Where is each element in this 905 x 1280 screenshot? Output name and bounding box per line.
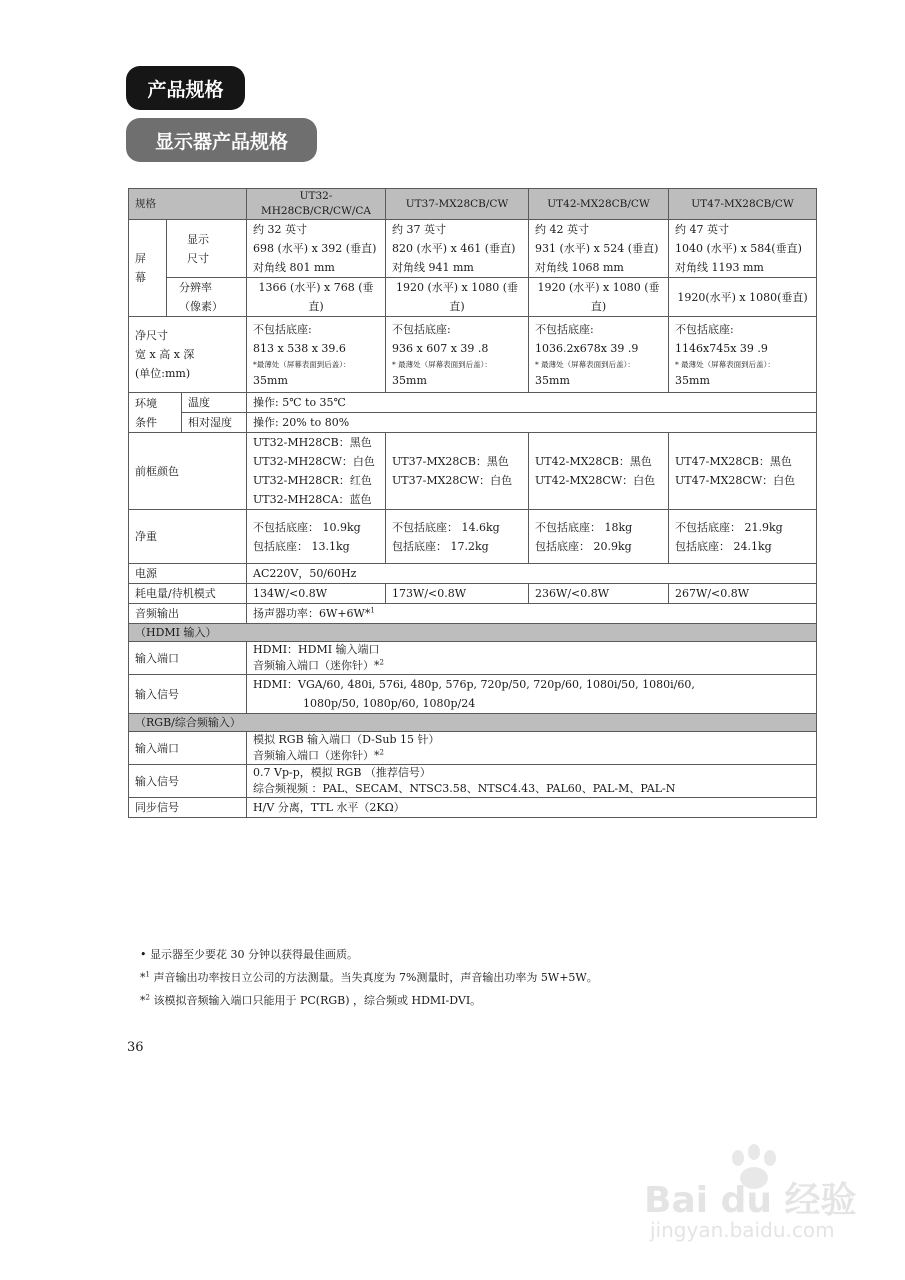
table-row bbox=[129, 584, 817, 604]
cell-line: 35mm bbox=[392, 373, 427, 387]
table-cell bbox=[247, 433, 386, 510]
cell-line: 1146x745x 39 .9 bbox=[675, 341, 768, 355]
footnote-mark: 1 bbox=[370, 606, 375, 615]
row-label: 相对湿度 bbox=[182, 413, 247, 433]
table-cell bbox=[247, 732, 817, 765]
note-text: 声音输出功率按日立公司的方法测量。当失真度为 7%测量时，声音输出功率为 5W+5W。 bbox=[149, 971, 598, 984]
cell-line: * 最薄处（屏幕表面到后盖）： bbox=[392, 359, 492, 369]
table-cell bbox=[669, 220, 817, 278]
table-cell: 236W/<0.8W bbox=[529, 584, 669, 604]
resolution-label: 分辨率 bbox=[179, 281, 212, 294]
cell-line: 约 42 英寸 bbox=[535, 223, 590, 236]
table-cell: 1920(水平) x 1080(垂直) bbox=[669, 278, 817, 317]
dims-label: (单位:mm) bbox=[135, 367, 191, 380]
cell-line: UT37-MX28CW：白色 bbox=[392, 474, 513, 487]
cell-line: 不包括底座： 14.6kg bbox=[392, 520, 500, 534]
spec-table bbox=[128, 188, 817, 818]
screen-label: 屏幕 bbox=[135, 252, 146, 284]
table-cell bbox=[247, 765, 817, 798]
table-row bbox=[129, 642, 817, 675]
section-title-text: 产品规格 bbox=[147, 78, 224, 101]
table-cell bbox=[247, 642, 817, 675]
table-cell: 173W/<0.8W bbox=[386, 584, 529, 604]
cell-line: 不包括底座： 10.9kg bbox=[253, 520, 361, 534]
cell-line: UT42-MX28CB：黑色 bbox=[535, 455, 652, 468]
cell-line: UT32-MH28CW：白色 bbox=[253, 455, 375, 468]
table-row bbox=[129, 564, 817, 584]
table-row bbox=[129, 317, 817, 393]
cell-line: 0.7 Vp-p，模拟 RGB （推荐信号） bbox=[253, 766, 431, 779]
row-label bbox=[129, 220, 167, 317]
cell-line: 对角线 1068 mm bbox=[535, 261, 624, 274]
row-label: 输入端口 bbox=[129, 732, 247, 765]
cell-line: 35mm bbox=[253, 373, 288, 387]
footnotes bbox=[140, 943, 598, 1012]
cell-line: 约 32 英寸 bbox=[253, 223, 308, 236]
row-label bbox=[167, 278, 247, 317]
cell-line: 不包括底座: bbox=[535, 322, 594, 336]
row-label: 输入信号 bbox=[129, 675, 247, 714]
cell-line: 1040 (水平) x 584(垂直) bbox=[675, 242, 802, 255]
note-line bbox=[140, 989, 598, 1012]
size-label: 显示 bbox=[187, 232, 209, 246]
table-cell: 1366 (水平) x 768 (垂直) bbox=[247, 278, 386, 317]
note-line: • 显示器至少要花 30 分钟以获得最佳画质。 bbox=[140, 948, 358, 961]
table-row bbox=[129, 732, 817, 765]
header-cell: 规格 bbox=[129, 189, 247, 220]
header-cell: UT47-MX28CB/CW bbox=[669, 189, 817, 220]
cell-line: 不包括底座: bbox=[675, 322, 734, 336]
table-cell: H/V 分离，TTL 水平（2KΩ） bbox=[247, 798, 817, 818]
cell-line: 931 (水平) x 524 (垂直) bbox=[535, 242, 659, 255]
table-row bbox=[129, 765, 817, 798]
row-label bbox=[129, 317, 247, 393]
row-label bbox=[167, 220, 247, 278]
cell-line: UT37-MX28CB：黑色 bbox=[392, 455, 509, 468]
cell-line: 包括底座： 17.2kg bbox=[392, 539, 489, 553]
table-cell bbox=[669, 317, 817, 393]
cell-line: UT32-MH28CB：黑色 bbox=[253, 436, 372, 449]
table-cell bbox=[529, 317, 669, 393]
table-cell bbox=[247, 317, 386, 393]
cell-line bbox=[253, 658, 810, 674]
cell-line: 不包括底座： 18kg bbox=[535, 520, 633, 534]
cell-line: HDMI：HDMI 输入端口 bbox=[253, 643, 380, 656]
row-label: 净重 bbox=[129, 510, 247, 564]
cell-line: 936 x 607 x 39 .8 bbox=[392, 341, 489, 355]
note-line bbox=[140, 966, 598, 989]
cell-line: UT32-MH28CR：红色 bbox=[253, 474, 372, 487]
table-cell bbox=[529, 220, 669, 278]
watermark-brand: Bai du 经验 bbox=[644, 1180, 857, 1221]
resolution-label: （像素） bbox=[179, 300, 223, 313]
table-cell bbox=[247, 604, 817, 624]
table-cell bbox=[529, 510, 669, 564]
table-row bbox=[129, 278, 817, 317]
table-row bbox=[129, 798, 817, 818]
table-cell: 134W/<0.8W bbox=[247, 584, 386, 604]
header-cell: UT32-MH28CB/CR/CW/CA bbox=[247, 189, 386, 220]
table-cell bbox=[386, 220, 529, 278]
section-title bbox=[126, 66, 245, 110]
table-cell bbox=[529, 433, 669, 510]
cell-line: 包括底座： 20.9kg bbox=[535, 539, 632, 553]
table-cell: 1920 (水平) x 1080 (垂直) bbox=[386, 278, 529, 317]
footnote-mark: 2 bbox=[379, 748, 384, 757]
cell-line: * 最薄处（屏幕表面到后盖）： bbox=[675, 359, 775, 369]
table-cell bbox=[247, 510, 386, 564]
note-text: 该模拟音频输入端口只能用于 PC(RGB) ，综合频或 HDMI-DVI。 bbox=[149, 994, 482, 1007]
table-row bbox=[129, 433, 817, 510]
section-row bbox=[129, 714, 817, 732]
table-row bbox=[129, 220, 817, 278]
cell-line: 820 (水平) x 461 (垂直) bbox=[392, 242, 516, 255]
cell-line: 对角线 941 mm bbox=[392, 261, 474, 274]
table-cell bbox=[669, 433, 817, 510]
table-cell: 操作: 5℃ to 35℃ bbox=[247, 393, 817, 413]
table-cell bbox=[386, 433, 529, 510]
row-label bbox=[129, 393, 182, 433]
cell-line: *最薄处（屏幕表面到后盖）： bbox=[253, 359, 351, 369]
section-row bbox=[129, 624, 817, 642]
cell-line: 包括底座： 13.1kg bbox=[253, 539, 350, 553]
table-header-row bbox=[129, 189, 817, 220]
table-cell bbox=[386, 317, 529, 393]
note-mark: * bbox=[140, 971, 146, 984]
section-heading: （RGB/综合频输入） bbox=[129, 714, 817, 732]
row-label: 耗电量/待机模式 bbox=[129, 584, 247, 604]
table-row bbox=[129, 604, 817, 624]
cell-line: 综合频视频 ：PAL、SECAM、NTSC3.58、NTSC4.43、PAL60、PAL-M、PAL-N bbox=[253, 782, 676, 795]
cell-text: 音频输入端口（迷你针）* bbox=[253, 659, 380, 672]
table-cell bbox=[386, 510, 529, 564]
table-row bbox=[129, 675, 817, 714]
cell-line: 1080p/50, 1080p/60, 1080p/24 bbox=[303, 697, 476, 710]
cell-line: UT32-MH28CA：蓝色 bbox=[253, 493, 372, 506]
table-cell bbox=[669, 510, 817, 564]
watermark bbox=[640, 1150, 870, 1250]
subsection-title bbox=[126, 118, 317, 162]
cell-line bbox=[253, 748, 810, 764]
cell-line: 对角线 1193 mm bbox=[675, 261, 764, 274]
cell-text: 音频输入端口（迷你针）* bbox=[253, 749, 380, 762]
table-row bbox=[129, 413, 817, 433]
dims-label: 宽 x 高 x 深 bbox=[135, 348, 195, 361]
cell-line: 35mm bbox=[675, 373, 710, 387]
cell-line: 约 47 英寸 bbox=[675, 223, 730, 236]
dims-label: 净尺寸 bbox=[135, 329, 168, 342]
cell-text: 扬声器功率：6W+6W* bbox=[253, 607, 371, 620]
cell-line: 不包括底座: bbox=[392, 322, 451, 336]
table-row bbox=[129, 510, 817, 564]
table-cell bbox=[247, 675, 817, 714]
row-label: 输入信号 bbox=[129, 765, 247, 798]
footnote-mark: 1 bbox=[145, 970, 150, 979]
cell-line: UT47-MX28CB：黑色 bbox=[675, 455, 792, 468]
cell-line: UT47-MX28CW：白色 bbox=[675, 474, 796, 487]
cell-line: 包括底座： 24.1kg bbox=[675, 539, 772, 553]
cell-line: 698 (水平) x 392 (垂直) bbox=[253, 242, 377, 255]
cell-line: 对角线 801 mm bbox=[253, 261, 335, 274]
size-label: 尺寸 bbox=[187, 251, 209, 265]
cell-line: HDMI：VGA/60, 480i, 576i, 480p, 576p, 720p/50, 720p/60, 1080i/50, 1080i/60, bbox=[253, 678, 695, 691]
cell-line: * 最薄处（屏幕表面到后盖）： bbox=[535, 359, 635, 369]
row-label: 输入端口 bbox=[129, 642, 247, 675]
row-label: 音频输出 bbox=[129, 604, 247, 624]
note-mark: * bbox=[140, 994, 146, 1007]
table-cell: 1920 (水平) x 1080 (垂直) bbox=[529, 278, 669, 317]
cell-line: 不包括底座: bbox=[253, 322, 312, 336]
cell-line: 约 37 英寸 bbox=[392, 223, 447, 236]
page-number: 36 bbox=[127, 1040, 144, 1055]
row-label: 电源 bbox=[129, 564, 247, 584]
row-label: 同步信号 bbox=[129, 798, 247, 818]
subsection-title-text: 显示器产品规格 bbox=[154, 130, 288, 153]
footnote-mark: 2 bbox=[379, 658, 384, 667]
table-row bbox=[129, 393, 817, 413]
cell-line: 1036.2x678x 39 .9 bbox=[535, 341, 639, 355]
row-label: 温度 bbox=[182, 393, 247, 413]
row-label: 前框颜色 bbox=[129, 433, 247, 510]
cell-line: 模拟 RGB 输入端口（D-Sub 15 针） bbox=[253, 733, 440, 746]
watermark-url: jingyan.baidu.com bbox=[650, 1218, 835, 1242]
section-heading: （HDMI 输入） bbox=[129, 624, 817, 642]
header-cell: UT37-MX28CB/CW bbox=[386, 189, 529, 220]
cell-line: 不包括底座： 21.9kg bbox=[675, 520, 783, 534]
header-cell: UT42-MX28CB/CW bbox=[529, 189, 669, 220]
table-cell: 操作: 20% to 80% bbox=[247, 413, 817, 433]
cell-line: UT42-MX28CW：白色 bbox=[535, 474, 656, 487]
env-label: 环境 bbox=[135, 396, 157, 410]
table-cell: AC220V，50/60Hz bbox=[247, 564, 817, 584]
cell-line: 813 x 538 x 39.6 bbox=[253, 341, 346, 355]
table-cell: 267W/<0.8W bbox=[669, 584, 817, 604]
env-label: 条件 bbox=[135, 415, 157, 429]
cell-line: 35mm bbox=[535, 373, 570, 387]
table-cell bbox=[247, 220, 386, 278]
footnote-mark: 2 bbox=[145, 993, 150, 1002]
